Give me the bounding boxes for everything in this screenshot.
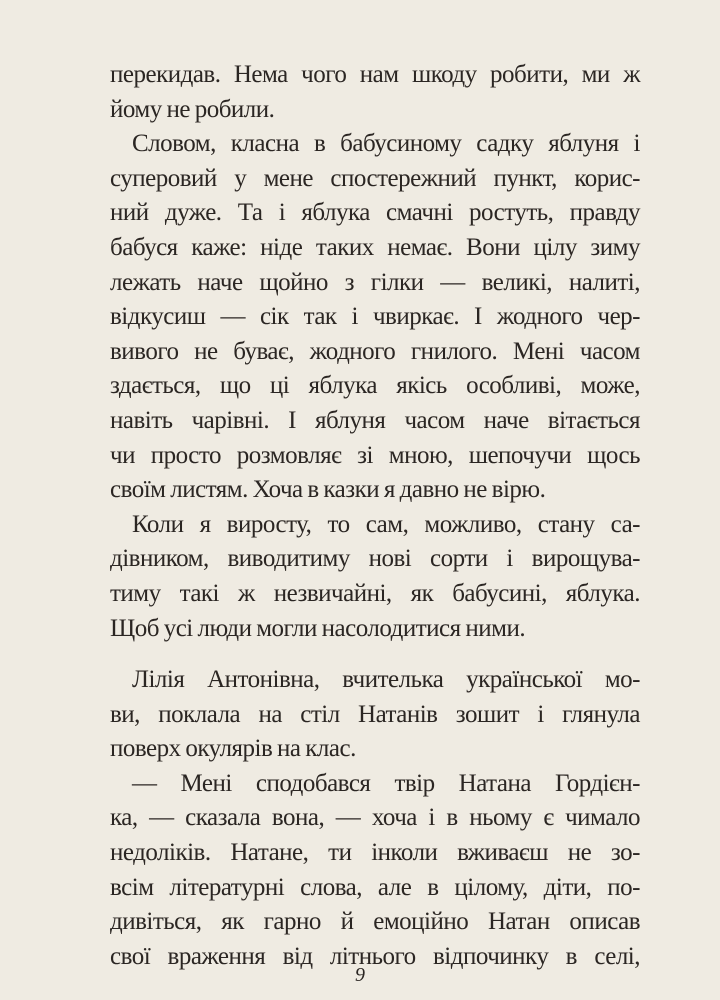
text-line: навіть чарівні. І яблуня часом наче вітається (110, 406, 640, 434)
text-line: перекидав. Нема чого нам шкоду робити, ми ж (110, 61, 640, 88)
text-line: ка, — сказала вона, — хоча і в ньому є чимало (110, 804, 640, 832)
text-line: Коли я виросту, то сам, можливо, стану са- (132, 510, 640, 538)
text-line: вивого не буває, жодного гнилого. Мені часом (110, 337, 640, 365)
text-line: своїм листям. Хоча в казки я давно не вірю. (110, 476, 546, 504)
text-line: лежать наче щойно з гілки — великі, налиті, (110, 268, 640, 296)
text-line: здається, що ці яблука якісь особливі, може, (110, 372, 640, 400)
text-line: бабуся каже: ніде таких немає. Вони цілу зиму (110, 233, 640, 261)
text-line: недоліків. Натане, ти інколи вживаєш не зо- (110, 839, 640, 867)
text-line: йому не робили. (110, 95, 275, 123)
text-line: ний дуже. Та і яблука смачні ростуть, правду (110, 199, 640, 227)
text-line: чи просто розмовляє зі мною, шепочучи щось (110, 441, 640, 469)
section-break (110, 646, 640, 663)
text-line: ви, поклала на стіл Натанів зошит і глянула (110, 700, 640, 728)
text-line: поверх окулярів на клас. (110, 735, 356, 763)
text-line: суперовий у мене спостережний пункт, корис- (110, 164, 640, 192)
text-line: дивіться, як гарно й емоційно Натан описав (110, 908, 640, 936)
text-line: — Мені сподобався твір Натана Гордієн- (132, 769, 640, 797)
text-line: відкусиш — сік так і чвиркає. І жодного чер- (110, 303, 640, 331)
paragraph (110, 508, 640, 646)
page-text (110, 58, 640, 974)
text-line: дівником, виводитиму нові сорти і вирощува- (110, 545, 640, 573)
page-number: 9 (355, 964, 365, 986)
text-line: всім літературні слова, але в цілому, діти, по- (110, 873, 640, 901)
text-line: Лілія Антонівна, вчителька української мо- (132, 666, 640, 694)
text-line: Щоб усі люди могли насолодитися ними. (110, 614, 526, 642)
text-line: свої враження від літнього відпочинку в селі, (110, 942, 640, 970)
paragraph (110, 767, 640, 975)
text-line: тиму такі ж незвичайні, як бабусині, яблука. (110, 579, 640, 607)
paragraph (110, 663, 640, 767)
paragraph (110, 58, 640, 127)
paragraph (110, 127, 640, 508)
text-line: Словом, класна в бабусиному садку яблуня і (132, 130, 640, 158)
